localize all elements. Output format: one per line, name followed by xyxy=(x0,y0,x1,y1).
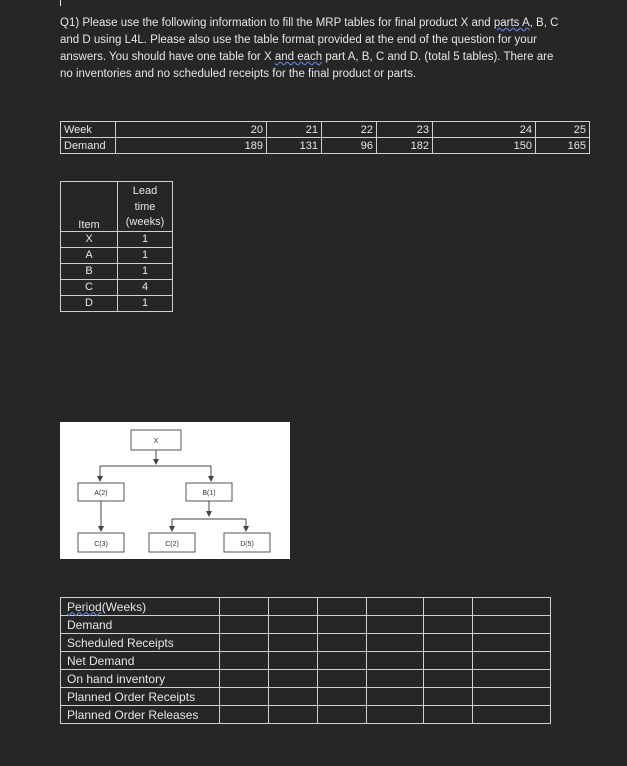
mrp-cell[interactable] xyxy=(220,688,269,706)
mrp-cell[interactable] xyxy=(220,706,269,724)
mrp-cell[interactable] xyxy=(473,616,551,634)
lead-cell: 1 xyxy=(118,231,173,247)
mrp-cell[interactable] xyxy=(424,670,473,688)
question-line-1-b: , B, C xyxy=(529,17,559,29)
week-cell: 23 xyxy=(377,122,433,138)
question-text xyxy=(60,15,580,83)
demand-cell: 189 xyxy=(116,138,267,154)
mrp-cell[interactable] xyxy=(269,706,318,724)
lead-row xyxy=(61,247,173,263)
mrp-row xyxy=(61,634,551,652)
question-line-3-b: part A, B, C and D. (total 5 tables). There are xyxy=(322,51,554,63)
mrp-row-label xyxy=(61,634,220,652)
mrp-row-label-text: (Weeks) xyxy=(101,599,147,614)
mrp-row-label xyxy=(61,670,220,688)
bom-node-c3-label: C(3) xyxy=(94,541,108,548)
lead-row xyxy=(61,279,173,295)
mrp-cell[interactable] xyxy=(318,670,367,688)
mrp-cell[interactable] xyxy=(269,616,318,634)
mrp-cell[interactable] xyxy=(269,598,318,616)
demand-cell: 150 xyxy=(433,138,536,154)
mrp-row-label xyxy=(61,598,220,616)
mrp-cell[interactable] xyxy=(220,670,269,688)
mrp-row-label-text: Net Demand xyxy=(67,653,135,668)
mrp-table xyxy=(60,597,551,724)
mrp-cell[interactable] xyxy=(424,652,473,670)
mrp-cell[interactable] xyxy=(424,616,473,634)
text-cursor xyxy=(60,0,61,6)
lead-row xyxy=(61,295,173,311)
mrp-cell[interactable] xyxy=(318,688,367,706)
mrp-row-label-text: Demand xyxy=(67,617,113,632)
question-line-3-a: answers. You should have one table for X xyxy=(60,51,275,63)
lead-cell: 1 xyxy=(118,295,173,311)
mrp-cell[interactable] xyxy=(424,688,473,706)
bom-svg xyxy=(60,422,290,559)
demand-label: Demand xyxy=(61,138,116,154)
bom-node-b-label: B(1) xyxy=(202,490,216,497)
lead-time-header xyxy=(61,182,173,232)
mrp-cell[interactable] xyxy=(269,670,318,688)
mrp-cell[interactable] xyxy=(269,652,318,670)
mrp-cell[interactable] xyxy=(424,598,473,616)
mrp-cell[interactable] xyxy=(367,706,424,724)
week-cell: 25 xyxy=(536,122,590,138)
mrp-row xyxy=(61,706,551,724)
week-row xyxy=(61,122,590,138)
mrp-table-body xyxy=(61,598,551,724)
mrp-cell[interactable] xyxy=(269,634,318,652)
demand-cell: 165 xyxy=(536,138,590,154)
question-line-4: no inventories and no scheduled receipts for the final product or parts. xyxy=(60,68,417,80)
mrp-cell[interactable] xyxy=(318,598,367,616)
lead-row xyxy=(61,263,173,279)
mrp-cell[interactable] xyxy=(473,598,551,616)
bom-node-x-label: X xyxy=(153,438,159,445)
lead-time-header-cell xyxy=(118,182,173,232)
mrp-cell[interactable] xyxy=(424,706,473,724)
mrp-cell[interactable] xyxy=(473,634,551,652)
mrp-cell[interactable] xyxy=(473,688,551,706)
mrp-cell[interactable] xyxy=(318,616,367,634)
lead-cell: 1 xyxy=(118,247,173,263)
question-line-1-a: Q1) Please use the following information to fill the MRP tables for final product X and xyxy=(60,17,494,29)
mrp-row-label-text: Planned Order Receipts xyxy=(67,689,196,704)
mrp-cell[interactable] xyxy=(367,634,424,652)
question-line-3-underlined: and each xyxy=(274,51,323,63)
mrp-row-label xyxy=(61,652,220,670)
mrp-row-label xyxy=(61,688,220,706)
mrp-cell[interactable] xyxy=(220,652,269,670)
item-header: Item xyxy=(61,182,118,232)
week-label: Week xyxy=(61,122,116,138)
mrp-cell[interactable] xyxy=(318,634,367,652)
mrp-row-label xyxy=(61,706,220,724)
question-line-1-underlined: parts A xyxy=(493,17,530,29)
bom-diagram xyxy=(60,422,290,559)
demand-cell: 131 xyxy=(267,138,322,154)
mrp-row-label xyxy=(61,616,220,634)
item-cell: A xyxy=(61,247,118,263)
bom-node-c2-label: C(2) xyxy=(165,541,179,548)
mrp-cell[interactable] xyxy=(220,634,269,652)
mrp-row-label-text: Planned Order Releases xyxy=(67,707,199,722)
week-cell: 20 xyxy=(116,122,267,138)
question-line-1 xyxy=(60,15,580,32)
mrp-cell[interactable] xyxy=(473,652,551,670)
bom-node-a-label: A(2) xyxy=(94,490,108,497)
demand-table xyxy=(60,121,590,154)
mrp-cell[interactable] xyxy=(367,688,424,706)
mrp-cell[interactable] xyxy=(473,670,551,688)
mrp-cell[interactable] xyxy=(367,598,424,616)
mrp-cell[interactable] xyxy=(318,706,367,724)
mrp-row xyxy=(61,616,551,634)
mrp-cell[interactable] xyxy=(473,706,551,724)
mrp-row-label-text: Scheduled Receipts xyxy=(67,635,174,650)
demand-cell: 182 xyxy=(377,138,433,154)
week-cell: 22 xyxy=(322,122,377,138)
item-cell: X xyxy=(61,231,118,247)
lead-cell: 4 xyxy=(118,279,173,295)
mrp-cell[interactable] xyxy=(367,616,424,634)
item-cell: D xyxy=(61,295,118,311)
lead-header-line: (weeks) xyxy=(125,216,165,228)
demand-row xyxy=(61,138,590,154)
question-line-2: and D using L4L. Please also use the table format provided at the end of the question for your xyxy=(60,34,537,46)
mrp-row xyxy=(61,652,551,670)
question-line-3 xyxy=(60,49,580,66)
lead-header-line: Lead xyxy=(132,185,158,197)
lead-header-line: time xyxy=(134,200,156,213)
mrp-row-label-underlined: Period xyxy=(67,599,102,614)
item-cell: C xyxy=(61,279,118,295)
lead-cell: 1 xyxy=(118,263,173,279)
mrp-cell[interactable] xyxy=(220,598,269,616)
mrp-cell[interactable] xyxy=(269,688,318,706)
week-cell: 21 xyxy=(267,122,322,138)
mrp-row xyxy=(61,670,551,688)
demand-cell: 96 xyxy=(322,138,377,154)
week-cell: 24 xyxy=(433,122,536,138)
lead-row xyxy=(61,231,173,247)
mrp-cell[interactable] xyxy=(318,652,367,670)
mrp-cell[interactable] xyxy=(220,616,269,634)
mrp-cell[interactable] xyxy=(424,634,473,652)
item-cell: B xyxy=(61,263,118,279)
lead-time-table xyxy=(60,181,173,312)
mrp-cell[interactable] xyxy=(367,652,424,670)
mrp-row xyxy=(61,688,551,706)
mrp-cell[interactable] xyxy=(367,670,424,688)
mrp-row-label-text: On hand inventory xyxy=(67,671,166,686)
bom-node-d5-label: D(5) xyxy=(240,541,254,548)
mrp-row xyxy=(61,598,551,616)
